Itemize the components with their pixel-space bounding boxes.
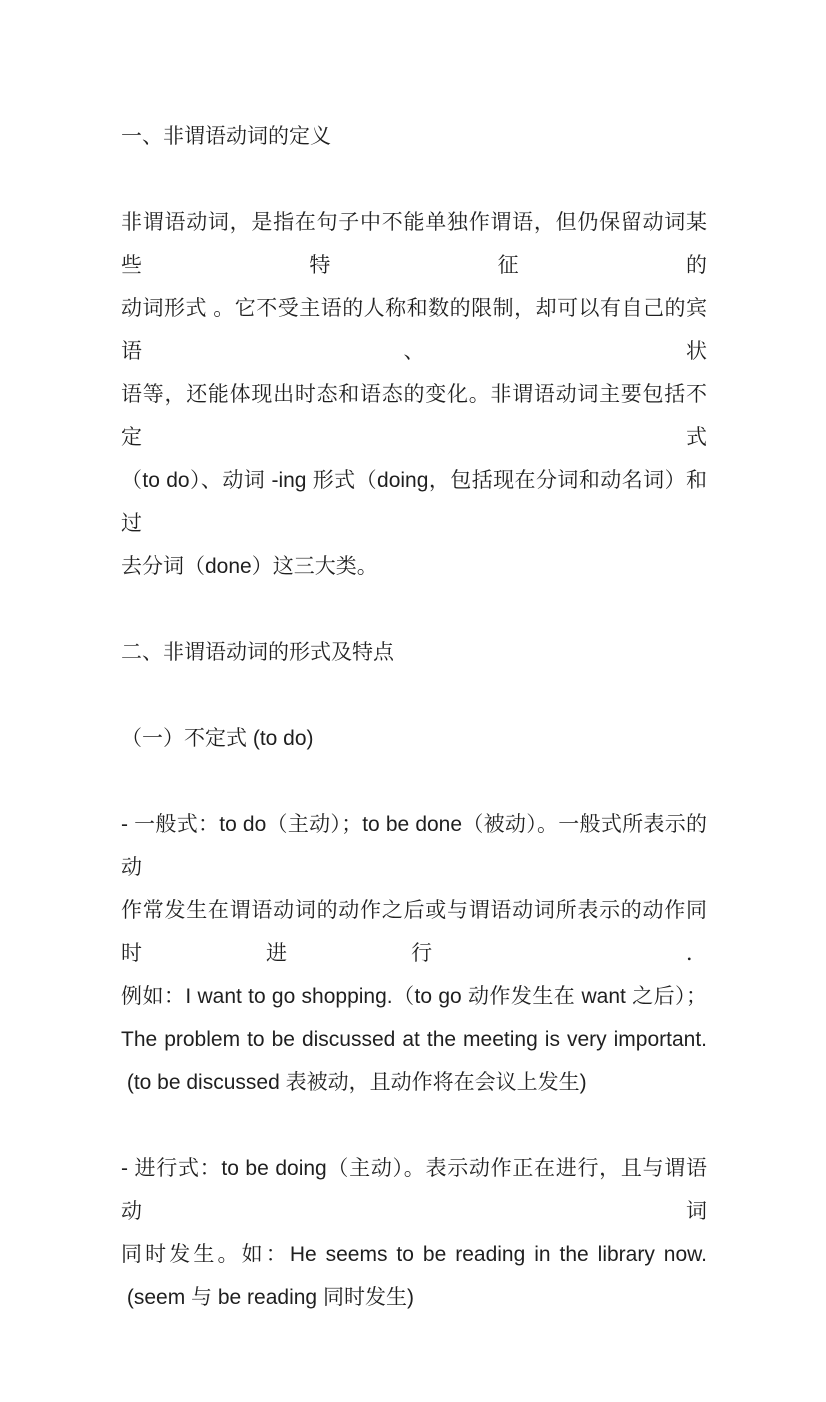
text-line: 例如：I want to go shopping.（to go 动作发生在 want 之后）； bbox=[121, 985, 707, 1008]
text-line: - 一般式：to do（主动）；to be done（被动）。一般式所表示的动 bbox=[121, 813, 707, 879]
subheading-infinitive: （一）不定式 (to do) bbox=[121, 727, 314, 750]
text-line: 非谓语动词，是指在句子中不能单独作谓语，但仍保留动词某些特征的 bbox=[121, 211, 707, 277]
text-line: (seem 与 be reading 同时发生) bbox=[121, 1286, 414, 1309]
text-line: - 进行式：to be doing（主动）。表示动作正在进行，且与谓语动词 bbox=[121, 1157, 707, 1223]
text-line: 去分词（done）这三大类。 bbox=[121, 555, 378, 578]
text-line: 作常发生在谓语动词的动作之后或与谓语动词所表示的动作同时进行 ． bbox=[121, 899, 707, 965]
text-line: 语等，还能体现出时态和语态的变化。非谓语动词主要包括不定式 bbox=[121, 383, 707, 449]
paragraph-definition bbox=[121, 201, 707, 588]
text-line: 动词形式 。它不受主语的人称和数的限制，却可以有自己的宾语、状 bbox=[121, 297, 707, 363]
paragraph-progressive-form bbox=[121, 1147, 707, 1319]
text-line: The problem to be discussed at the meeting is very important. bbox=[121, 1028, 707, 1051]
heading-definition: 一、非谓语动词的定义 bbox=[121, 125, 331, 148]
text-line: (to be discussed 表被动，且动作将在会议上发生) bbox=[121, 1071, 587, 1094]
heading-forms-and-features: 二、非谓语动词的形式及特点 bbox=[121, 641, 394, 664]
text-line: 同时发生。如：He seems to be reading in the library now. bbox=[121, 1243, 707, 1266]
text-line: （to do）、动词 -ing 形式（doing，包括现在分词和动名词）和过 bbox=[121, 469, 707, 535]
paragraph-general-form bbox=[121, 803, 707, 1104]
